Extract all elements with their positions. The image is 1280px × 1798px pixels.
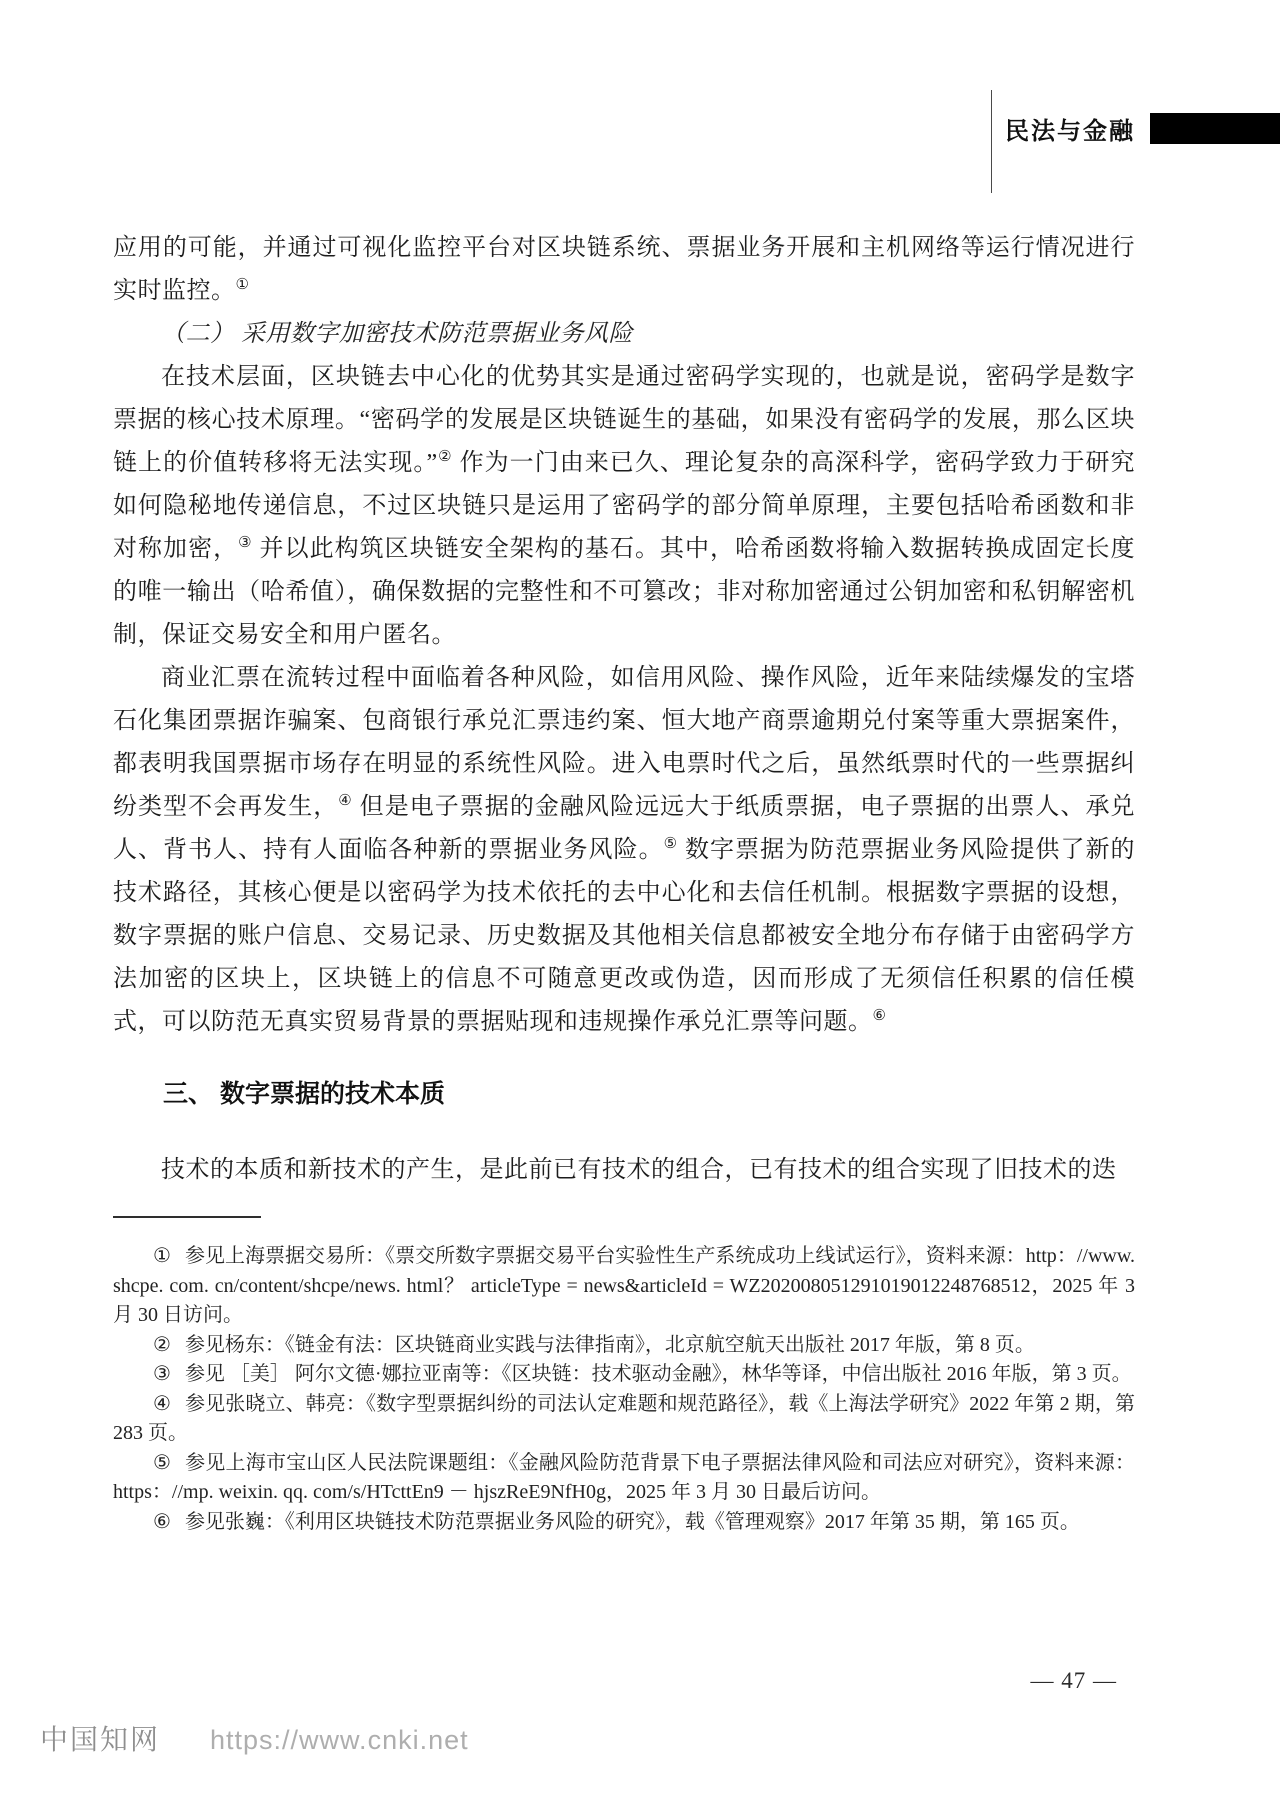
footnotes-block bbox=[113, 1242, 1135, 1537]
footnote-marker: ② bbox=[153, 1333, 171, 1356]
footnote bbox=[113, 1242, 1135, 1331]
header-black-bar bbox=[1150, 113, 1280, 144]
footnote-text: 参见杨东：《链金有法：区块链商业实践与法律指南》，北京航空航天出版社 2017 年版，第 8 页。 bbox=[184, 1333, 1035, 1356]
footnote-text: 参见上海票据交易所：《票交所数字票据交易平台实验性生产系统成功上线试运行》，资料来源：http：//www. shcpe. com. cn/content/shcpe/news. html？ articleType = news&articleId = WZ202008051291019012248768512，2025 年 3 月 30 日访问。 bbox=[113, 1245, 1135, 1326]
footnote bbox=[113, 1390, 1135, 1449]
article-body bbox=[113, 227, 1135, 1537]
paragraph-tech-essence: 技术的本质和新技术的产生，是此前已有技术的组合，已有技术的组合实现了旧技术的迭 bbox=[161, 1157, 1117, 1183]
footnote bbox=[113, 1508, 1135, 1538]
footnote bbox=[113, 1331, 1135, 1361]
footnote-text: 参见上海市宝山区人民法院课题组：《金融风险防范背景下电子票据法律风险和司法应对研究》，资料来源：https：//mp. weixin. qq. com/s/HTcttEn9 － hjszReE9NfH0g，2025 年 3 月 30 日最后访问。 bbox=[113, 1451, 1135, 1503]
cnki-watermark bbox=[40, 1718, 469, 1758]
page-header bbox=[1005, 111, 1280, 146]
footnote bbox=[113, 1449, 1135, 1508]
header-vertical-rule bbox=[991, 90, 992, 193]
footnote-text: 参见 ［美］ 阿尔文德·娜拉亚南等：《区块链：技术驱动金融》，林华等译，中信出版社 2016 年版，第 3 页。 bbox=[184, 1363, 1132, 1385]
footnote-text: 参见张巍：《利用区块链技术防范票据业务风险的研究》，载《管理观察》2017 年第 35 期，第 165 页。 bbox=[184, 1510, 1080, 1533]
section-header-label: 民法与金融 bbox=[1005, 118, 1135, 145]
footnote bbox=[113, 1360, 1135, 1390]
subsection-heading: （二） 采用数字加密技术防范票据业务风险 bbox=[161, 321, 633, 347]
footnote-marker: ① bbox=[153, 1245, 171, 1267]
paragraph-cryptography: 在技术层面，区块链去中心化的优势其实是通过密码学实现的，也就是说，密码学是数字票据的核心技术原理。“密码学的发展是区块链诞生的基础，如果没有密码学的发展，那么区块链上的价值转移将无法实现。”② 作为一门由来已久、理论复杂的高深科学，密码学致力于研究如何隐秘地传递信息，不过区块链只是运用了密码学的部分简单原理，主要包括哈希函数和非对称加密，③ 并以此构筑区块链安全架构的基石。其中，哈希函数将输入数据转换成固定长度的唯一输出（哈希值），确保数据的完整性和不可篡改；非对称加密通过公钥加密和私钥解密机制，保证交易安全和用户匿名。 bbox=[113, 364, 1136, 648]
footnote-marker: ③ bbox=[153, 1363, 171, 1385]
footnote-text: 参见张晓立、韩亮：《数字型票据纠纷的司法认定难题和规范路径》，载《上海法学研究》2022 年第 2 期，第 283 页。 bbox=[113, 1392, 1136, 1444]
cnki-site-name: 中国知网 bbox=[40, 1724, 161, 1755]
footnote-separator bbox=[113, 1216, 261, 1218]
footnote-marker: ⑥ bbox=[153, 1510, 171, 1533]
paragraph-continuation: 应用的可能，并通过可视化监控平台对区块链系统、票据业务开展和主机网络等运行情况进行实时监控。① bbox=[113, 235, 1135, 304]
paragraph-bill-risks: 商业汇票在流转过程中面临着各种风险，如信用风险、操作风险，近年来陆续爆发的宝塔石化集团票据诈骗案、包商银行承兑汇票违约案、恒大地产商票逾期兑付案等重大票据案件，都表明我国票据市场存在明显的系统性风险。进入电票时代之后，虽然纸票时代的一些票据纠纷类型不会再发生，④ 但是电子票据的金融风险远远大于纸质票据，电子票据的出票人、承兑人、背书人、持有人面临各种新的票据业务风险。⑤ 数字票据为防范票据业务风险提供了新的技术路径，其核心便是以密码学为技术依托的去中心化和去信任机制。根据数字票据的设想，数字票据的账户信息、交易记录、历史数据及其他相关信息都被安全地分布存储于由密码学方法加密的区块上，区块链上的信息不可随意更改或伪造，因而形成了无须信任积累的信任模式，可以防范无真实贸易背景的票据贴现和违规操作承兑汇票等问题。⑥ bbox=[113, 665, 1136, 1035]
section-heading: 三、 数字票据的技术本质 bbox=[163, 1080, 445, 1108]
page-number: — 47 — bbox=[1030, 1668, 1117, 1693]
cnki-site-url[interactable]: https://www.cnki.net bbox=[210, 1725, 469, 1755]
footnote-marker: ④ bbox=[153, 1392, 172, 1415]
footnote-marker: ⑤ bbox=[153, 1451, 172, 1474]
